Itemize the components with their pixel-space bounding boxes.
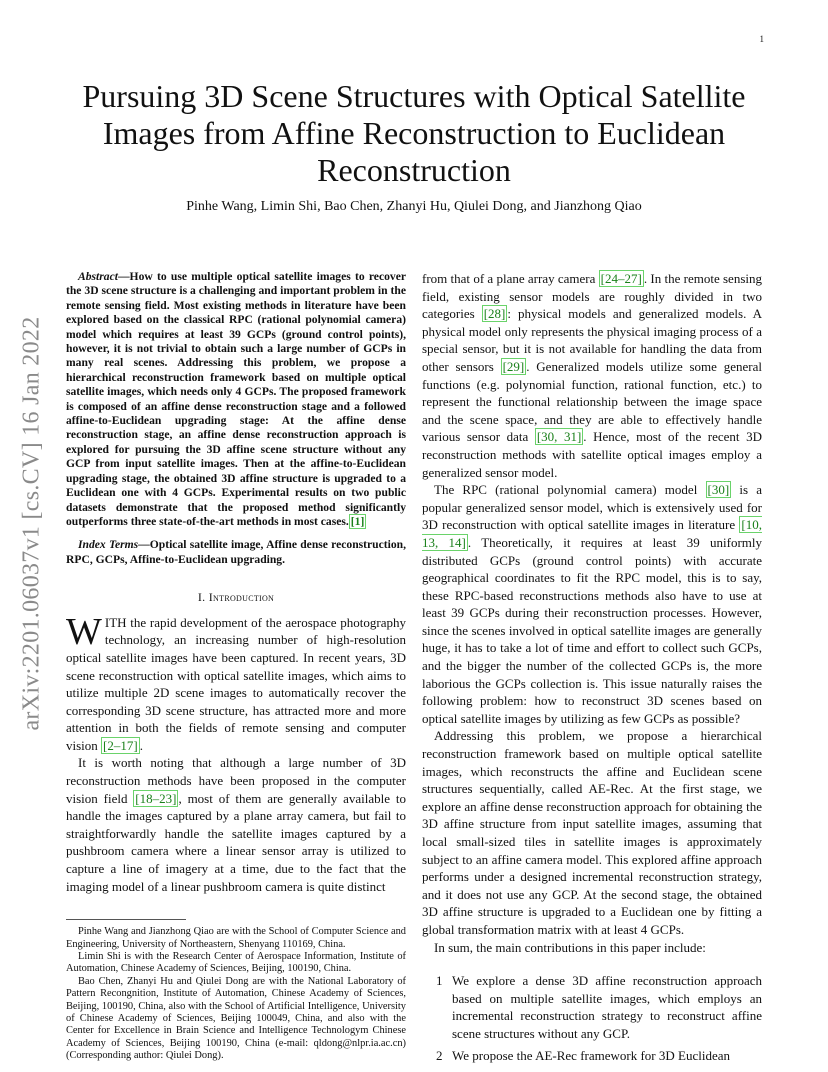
paragraph-text: from that of a plane array camera [422, 271, 599, 286]
paragraph-text: . Theoretically, it requires at least 39 uniformly distributed GCPs (ground control points) with accurate geographical coordinates to fit the RPC model, this is to say, these RPC-based reconstructions methods also have to use at least 39 GCPs during their reconstruction processes. However, since the scenes involved in optical satellite images are generally huge, it has to take a lot of time and effort to collect such GCPs, and the bigger the number of the collected GCPs is, the more laborious the GCPs collection is. This issue naturally raises the following problem: how to reconstruct 3D scenes based on optical satellite images by utilizing as few GCPs as possible? [422, 534, 762, 726]
body-paragraph: Addressing this problem, we propose a hierarchical reconstruction framework based on multiple optical satellite images, which reconstructs the affine and Euclidean scene structures sequentially, called AE-Rec. At the first stage, we explore an affine dense reconstruction approach for obtaining the 3D affine structure from input satellite images, assuming that local small-sized tiles in satellite images is approximately subject to an affine camera model. This explored affine approach performs under a designed incremental reconstruction strategy, and it does not use any GCP. At the second stage, the obtained 3D affine structure is upgraded to a Euclidean one by fitting a global transformation matrix with at least 4 GCPs. [422, 728, 762, 937]
arxiv-stamp-text: arXiv:2201.06037v1 [cs.CV] 16 Jan 2022 [18, 315, 45, 731]
footnote-affiliation: Limin Shi is with the Research Center of Aerospace Information, Institute of Automation, Chinese Academy of Sciences, Beijing, 100190, China. [66, 951, 406, 975]
citation-link[interactable]: [18–23] [135, 790, 177, 806]
citation-link[interactable]: [28] [483, 306, 506, 322]
footnote-affiliation: Pinhe Wang and Jianzhong Qiao are with the School of Computer Science and Engineering, University of Northeastern, Shenyang 110169, China. [66, 926, 406, 950]
intro-paragraph-1-end: . [139, 737, 143, 753]
abstract-label: Abstract [78, 270, 118, 283]
citation-link[interactable]: [10, 13, 14] [422, 517, 762, 550]
list-spacer [422, 956, 762, 968]
section-numeral: I. [197, 590, 206, 605]
body-paragraph [422, 481, 762, 727]
abstract-text: —How to use multiple optical satellite images to recover the 3D scene structure is a challenging and important problem in the remote sensing field. Most existing methods in literature have been explored based on the classical RPC (rational polynomial camera) model which requires at least 39 GCPs (ground control points), however, it is not trivial to obtain such a large number of GCPs in many real scenes. Addressing this problem, we propose a hierarchical reconstruction framework based on multiple optical satellite images, which needs only 4 GCPs. The proposed framework is composed of an affine dense reconstruction stage and a followed affine-to-Euclidean upgrading stage: At the affine dense reconstruction stage, an affine dense reconstruction approach is explored for pursuing the 3D affine scene structure without any GCP from input satellite images. Then at the affine-to-Euclidean upgrading stage, the obtained 3D affine structure is upgraded to a Euclidean one with 4 GCPs. Experimental results on two public datasets demonstrate that the proposed method significantly outperforms three state-of-the-art methods in most cases. [66, 270, 406, 528]
page-number: 1 [759, 34, 764, 44]
intro-paragraph-1-text: ITH the rapid development of the aerospace photography technology, an increasing number of high-resolution optical satellite images have been captured. In recent years, 3D scene reconstruction with optical satellite images, which aims to utilize multiple 2D scene images to automatically recover the corresponding 3D scene structure, has attracted more and more attention in both the fields of remote sensing and computer vision [66, 614, 406, 753]
intro-paragraph-2-end: , most of them are generally available to handle the images captured by a plane array camera, but fail to straightforwardly handle the satellite images captured by a pushbroom camera where a linear sensor array is utilized to capture a line of imagery at a time, due to the fact that the imaging model of a linear pushbroom camera is quite distinct [66, 790, 406, 894]
list-item [422, 972, 762, 1042]
paragraph-text: . In the remote sensing field, existing sensor models are roughly divided in two categories [422, 271, 762, 322]
citation-link[interactable]: [2–17] [103, 737, 138, 753]
arxiv-stamp [8, 286, 56, 760]
section-title: Introduction [208, 590, 275, 605]
paragraph-text: is a popular generalized sensor model, which is extensively used for 3D reconstruction with optical satellite images in literature [422, 482, 762, 533]
right-column [422, 270, 762, 1064]
author-list: Pinhe Wang, Limin Shi, Bao Chen, Zhanyi Hu, Qiulei Dong, and Jianzhong Qiao [186, 199, 642, 214]
list-item-number: 1 [436, 973, 443, 989]
intro-paragraph-2-text: It is worth noting that although a large number of 3D reconstruction methods have been proposed in the computer vision field [66, 755, 406, 806]
paragraph-text: . Generalized models utilize some general functions (e.g. polynomial function, rational function, etc.) to represent the functional relationship between the image space and the scene space, and they are able to effectively handle various sensor data [422, 358, 762, 445]
left-column [66, 270, 406, 1063]
footnote-affiliation: Bao Chen, Zhanyi Hu and Qiulei Dong are with the National Laboratory of Pattern Recongnition, Institute of Automation, Chinese Academy of Sciences, Beijing, 100190, China, also with the School of Artificial Intelligence, University of Chinese Academy of Sciences, Beijing 100049, China, and also with the Center for Excellence in Brain Science and Intelligence Technologym Chinese Academy of Sciences, Beijing 100190, China (e-mail: qldong@nlpr.ia.ac.cn)(Corresponding author: Qiulei Dong). [66, 975, 406, 1062]
drop-cap: W [66, 610, 102, 653]
intro-paragraph-1 [66, 610, 406, 755]
citation-link[interactable]: [30, 31] [536, 429, 582, 445]
citation-link[interactable]: [24–27] [600, 271, 642, 286]
index-terms-label: Index Terms [78, 538, 139, 552]
intro-paragraph-2 [66, 754, 406, 895]
body-paragraph [422, 270, 762, 481]
list-item [422, 1047, 762, 1065]
body-paragraph: In sum, the main contributions in this paper include: [434, 939, 706, 955]
list-item-text: We explore a dense 3D affine reconstruction approach based on multiple satellite images, which employs an incremental reconstruction strategy to reconstruct affine scene structures without any GCP. [452, 973, 762, 1041]
paper-title: Pursuing 3D Scene Structures with Optical Satellite Images from Affine Reconstruction to Euclidean Reconstruction [82, 78, 746, 188]
citation-link[interactable]: [30] [707, 482, 730, 498]
paragraph-text: : physical models and generalized models. A physical model only represents the physical imaging process of a special sensor, but it is not available for handling the data from other sensors [422, 306, 762, 374]
footnote-divider [66, 919, 186, 920]
paragraph-text: . Hence, most of the recent 3D reconstruction methods with satellite optical images employ a generalized sensor model. [422, 429, 762, 480]
abstract-citation-link[interactable]: [1] [350, 514, 365, 528]
index-terms [66, 538, 406, 567]
section-heading-introduction [66, 589, 406, 607]
index-terms-text: —Optical satellite image, Affine dense reconstruction, RPC, GCPs, Affine-to-Euclidean upgrading. [66, 538, 406, 566]
citation-link[interactable]: [29] [502, 358, 525, 374]
abstract [66, 270, 406, 529]
list-item-text: We propose the AE-Rec framework for 3D Euclidean [452, 1047, 730, 1063]
paragraph-text: The RPC (rational polynomial camera) model [434, 482, 706, 498]
list-item-number: 2 [436, 1047, 443, 1063]
